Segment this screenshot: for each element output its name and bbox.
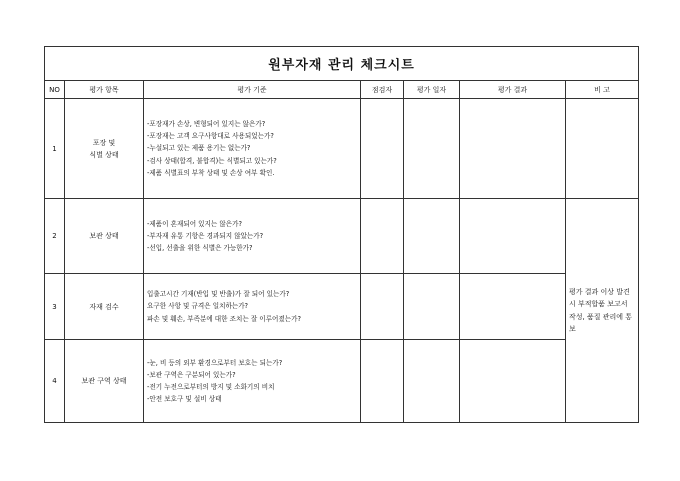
evaluation-item: 자재 검수 xyxy=(65,274,144,340)
header-date: 평가 일자 xyxy=(404,81,460,99)
page-title: 원부자재 관리 체크시트 xyxy=(45,47,639,81)
table-row xyxy=(45,340,639,423)
inspector-cell[interactable] xyxy=(361,99,404,199)
criteria-line: -검사 상태(합격, 불합격)는 식별되고 있는가? xyxy=(147,156,277,165)
header-inspector: 점검자 xyxy=(361,81,404,99)
criteria-line: 요구한 사항 및 규격은 일치하는가? xyxy=(147,302,249,311)
date-cell[interactable] xyxy=(404,340,460,423)
table-row xyxy=(45,274,639,340)
criteria-line: -전기 누전으로부터의 방지 및 소화기의 비치 xyxy=(147,383,275,391)
criteria-line: -눈, 비 등의 외부 환경으로부터 보호는 되는가? xyxy=(147,358,283,367)
evaluation-criteria xyxy=(144,199,361,274)
inspector-cell[interactable] xyxy=(361,199,404,274)
remarks-note: 평가 결과 이상 발견 시 부적합품 보고서 작성, 품질 관리에 통보 xyxy=(566,199,639,423)
item-label-line: 식별 상태 xyxy=(89,150,119,159)
result-cell[interactable] xyxy=(460,199,566,274)
evaluation-item: 보관 구역 상태 xyxy=(65,340,144,423)
header-no: NO xyxy=(45,81,65,99)
row-number: 1 xyxy=(45,99,65,199)
result-cell[interactable] xyxy=(460,340,566,423)
criteria-line: -제품 식별표의 부착 상태 및 손상 여부 확인. xyxy=(147,168,275,177)
checklist-table xyxy=(44,46,639,423)
criteria-line: 입출고시간 기재(반입 및 반출)가 잘 되어 있는가? xyxy=(147,290,290,299)
criteria-line: -선입, 선출을 위한 식별은 가능한가? xyxy=(147,244,253,253)
inspector-cell[interactable] xyxy=(361,274,404,340)
evaluation-criteria xyxy=(144,340,361,423)
date-cell[interactable] xyxy=(404,99,460,199)
header-remarks: 비 고 xyxy=(566,81,639,99)
result-cell[interactable] xyxy=(460,274,566,340)
evaluation-criteria xyxy=(144,99,361,199)
header-result: 평가 결과 xyxy=(460,81,566,99)
table-row xyxy=(45,199,639,274)
evaluation-item xyxy=(65,99,144,199)
header-row xyxy=(45,81,639,99)
header-item: 평가 항목 xyxy=(65,81,144,99)
checksheet xyxy=(44,46,638,423)
date-cell[interactable] xyxy=(404,199,460,274)
header-criteria: 평가 기준 xyxy=(144,81,361,99)
criteria-line: -포장재가 손상, 변형되어 있지는 않은가? xyxy=(147,119,266,128)
evaluation-criteria xyxy=(144,274,361,340)
row-number: 2 xyxy=(45,199,65,274)
criteria-line: -부자재 유통 기항은 경과되지 않았는가? xyxy=(147,231,264,240)
date-cell[interactable] xyxy=(404,274,460,340)
item-label-line: 포장 및 xyxy=(92,138,116,147)
row-number: 4 xyxy=(45,340,65,423)
remarks-cell[interactable] xyxy=(566,99,639,199)
table-row xyxy=(45,99,639,199)
criteria-line: -안전 보호구 및 설비 상태 xyxy=(147,395,222,404)
criteria-line: -보관 구역은 구분되어 있는가? xyxy=(147,370,236,379)
criteria-line: -누설되고 있는 제품 용기는 없는가? xyxy=(147,144,251,153)
row-number: 3 xyxy=(45,274,65,340)
inspector-cell[interactable] xyxy=(361,340,404,423)
criteria-line: -포장재는 고객 요구사항대로 사용되었는가? xyxy=(147,132,274,141)
evaluation-item: 보관 상태 xyxy=(65,199,144,274)
criteria-line: -제품이 혼재되어 있지는 않은가? xyxy=(147,219,242,228)
result-cell[interactable] xyxy=(460,99,566,199)
criteria-line: 파손 및 훼손, 부족분에 대한 조치는 잘 이루어졌는가? xyxy=(147,314,302,323)
